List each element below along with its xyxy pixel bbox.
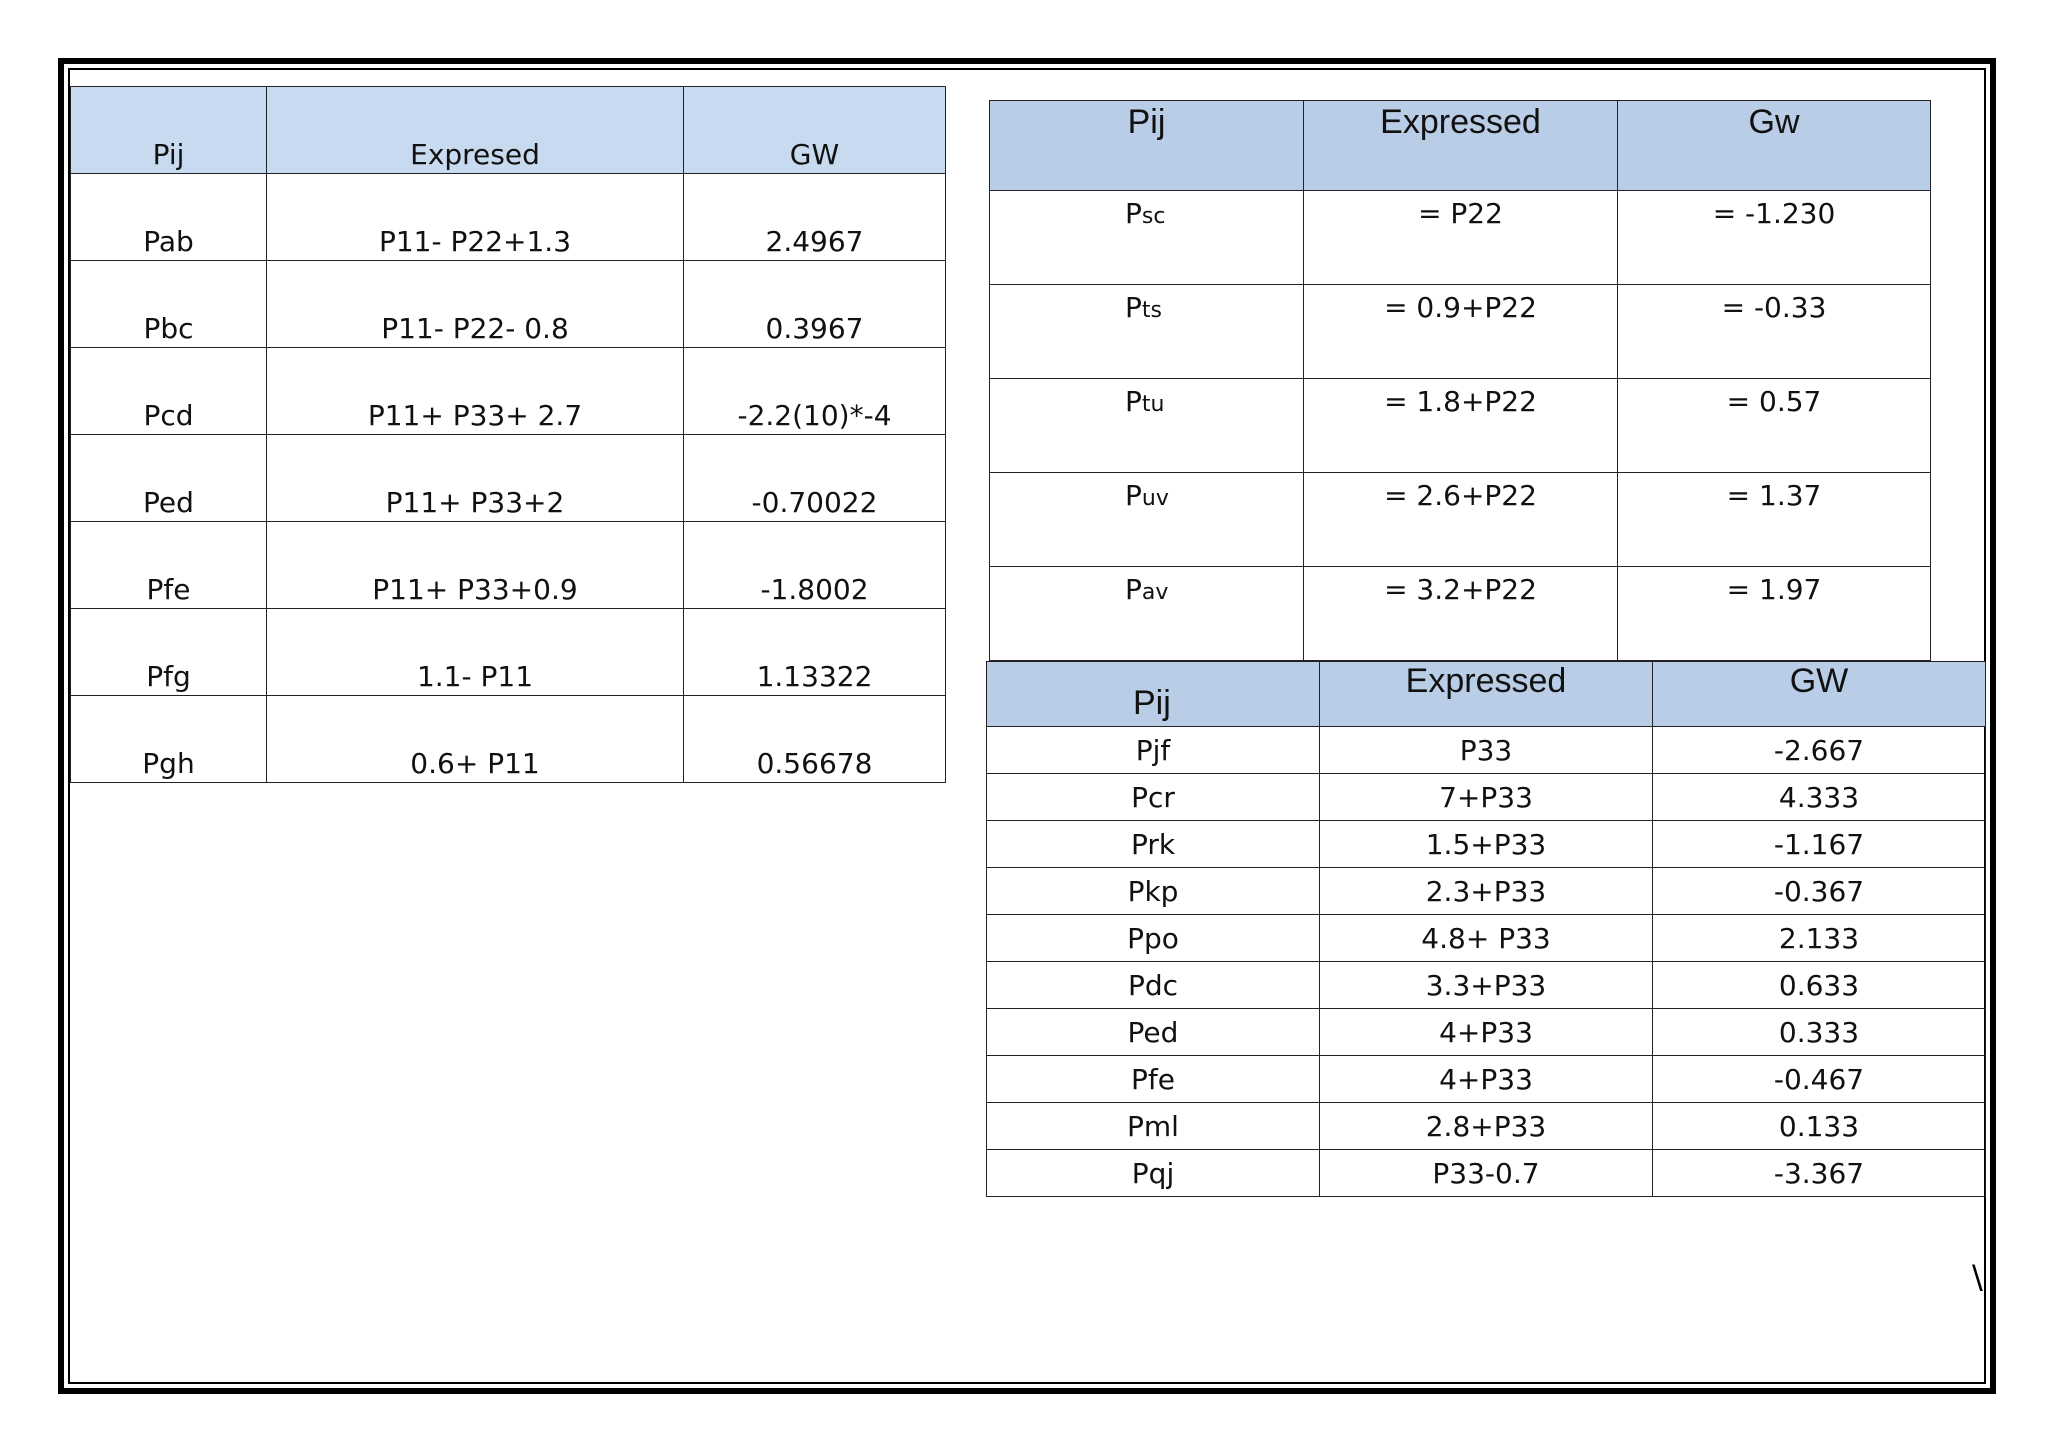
cell-expression: 4+P33 [1320,1056,1653,1103]
table-left-header-row [71,87,946,174]
cell-expression: 4+P33 [1320,1009,1653,1056]
table-row [71,348,946,435]
cell-pij-subscript: ts [1141,298,1162,323]
table-row [71,609,946,696]
cell-gw: = -0.33 [1618,285,1931,379]
table-right-bottom-header-row [987,662,1986,727]
cell-gw: -2.2(10)*-4 [684,348,946,435]
cell-expression: P11- P22- 0.8 [267,261,684,348]
cell-expression: = 1.8+P22 [1304,379,1618,473]
cell-pij-subscript: av [1141,580,1169,605]
table-row [71,696,946,783]
cell-pij: Ped [987,1009,1320,1056]
table-row [987,774,1986,821]
cell-expression: 7+P33 [1320,774,1653,821]
cell-pij [990,191,1304,285]
cell-pij: Pcd [71,348,267,435]
cell-expression: 2.8+P33 [1320,1103,1653,1150]
cell-pij: Ped [71,435,267,522]
cell-pij-letter: P [1125,479,1142,512]
cell-pij-letter: P [1125,573,1142,606]
header-gw: Gw [1618,101,1931,191]
table-row [987,727,1986,774]
header-pij: Pij [71,87,267,174]
cell-gw: 2.4967 [684,174,946,261]
header-gw-label: GW [1789,662,1849,700]
header-pij: Pij [990,101,1304,191]
header-expresed: Expresed [267,87,684,174]
cell-gw: 0.3967 [684,261,946,348]
cell-gw: = -1.230 [1618,191,1931,285]
cell-gw: 0.56678 [684,696,946,783]
table-row [71,522,946,609]
cell-pij: Pqj [987,1150,1320,1197]
cell-expression: P11+ P33+0.9 [267,522,684,609]
cell-gw: -1.167 [1653,821,1986,868]
cell-pij-subscript: sc [1141,204,1166,229]
cell-expression: P11+ P33+2 [267,435,684,522]
cell-expression: P33-0.7 [1320,1150,1653,1197]
table-right-bottom [986,661,1986,1197]
cell-expression: 0.6+ P11 [267,696,684,783]
table-row [987,1150,1986,1197]
cell-pij: Pml [987,1103,1320,1150]
table-row [987,962,1986,1009]
cell-pij: Ppo [987,915,1320,962]
cell-pij: Pdc [987,962,1320,1009]
table-row [987,1009,1986,1056]
cell-gw: 4.333 [1653,774,1986,821]
cell-pij [990,285,1304,379]
cell-pij: Pkp [987,868,1320,915]
table-row [71,174,946,261]
cell-pij-letter: P [1125,197,1142,230]
cell-expression: 4.8+ P33 [1320,915,1653,962]
cell-expression: 1.1- P11 [267,609,684,696]
table-left [70,86,946,783]
table-row [990,567,1931,661]
table-row [990,285,1931,379]
cell-gw: -3.367 [1653,1150,1986,1197]
cell-gw: = 1.97 [1618,567,1931,661]
cell-gw: = 1.37 [1618,473,1931,567]
cell-pij: Pab [71,174,267,261]
table-row [987,821,1986,868]
table-row [71,435,946,522]
cell-pij-letter: P [1125,291,1142,324]
table-row [987,1056,1986,1103]
cell-pij [990,379,1304,473]
header-gw [1653,662,1986,727]
table-row [990,191,1931,285]
cell-expression: 3.3+P33 [1320,962,1653,1009]
header-pij-label: Pij [1133,684,1171,722]
cell-gw: 0.633 [1653,962,1986,1009]
cell-gw: -1.8002 [684,522,946,609]
header-expressed-label: Expressed [1405,662,1567,700]
cell-expression: P33 [1320,727,1653,774]
cell-gw: -0.70022 [684,435,946,522]
cell-gw: = 0.57 [1618,379,1931,473]
cell-expression: = 0.9+P22 [1304,285,1618,379]
header-gw: GW [684,87,946,174]
cell-pij: Pjf [987,727,1320,774]
cell-pij: Pbc [71,261,267,348]
cell-expression: 1.5+P33 [1320,821,1653,868]
table-row [990,379,1931,473]
cell-pij: Pfe [71,522,267,609]
cell-pij: Pfe [987,1056,1320,1103]
table-row [71,261,946,348]
cell-pij-subscript: tu [1141,392,1165,417]
table-row [987,915,1986,962]
cell-expression: P11- P22+1.3 [267,174,684,261]
cell-gw: 1.13322 [684,609,946,696]
cell-gw: -0.467 [1653,1056,1986,1103]
cell-pij: Pgh [71,696,267,783]
cell-gw: 0.333 [1653,1009,1986,1056]
header-pij [987,662,1320,727]
cell-pij-subscript: uv [1141,486,1169,511]
cell-gw: 2.133 [1653,915,1986,962]
cell-expression: P11+ P33+ 2.7 [267,348,684,435]
cell-pij: Pfg [71,609,267,696]
cell-expression: = P22 [1304,191,1618,285]
cell-pij [990,567,1304,661]
header-expressed: Expressed [1304,101,1618,191]
table-row [987,1103,1986,1150]
cell-pij-letter: P [1125,385,1142,418]
table-right-top-header-row [990,101,1931,191]
cell-expression: = 2.6+P22 [1304,473,1618,567]
cell-gw: 0.133 [1653,1103,1986,1150]
cell-gw: -0.367 [1653,868,1986,915]
stray-backslash-mark: \ [1972,1258,1983,1296]
table-row [987,868,1986,915]
header-expressed [1320,662,1653,727]
table-right-top [989,100,1931,661]
cell-pij: Pcr [987,774,1320,821]
cell-expression: 2.3+P33 [1320,868,1653,915]
cell-pij: Prk [987,821,1320,868]
cell-gw: -2.667 [1653,727,1986,774]
table-row [990,473,1931,567]
cell-pij [990,473,1304,567]
cell-expression: = 3.2+P22 [1304,567,1618,661]
